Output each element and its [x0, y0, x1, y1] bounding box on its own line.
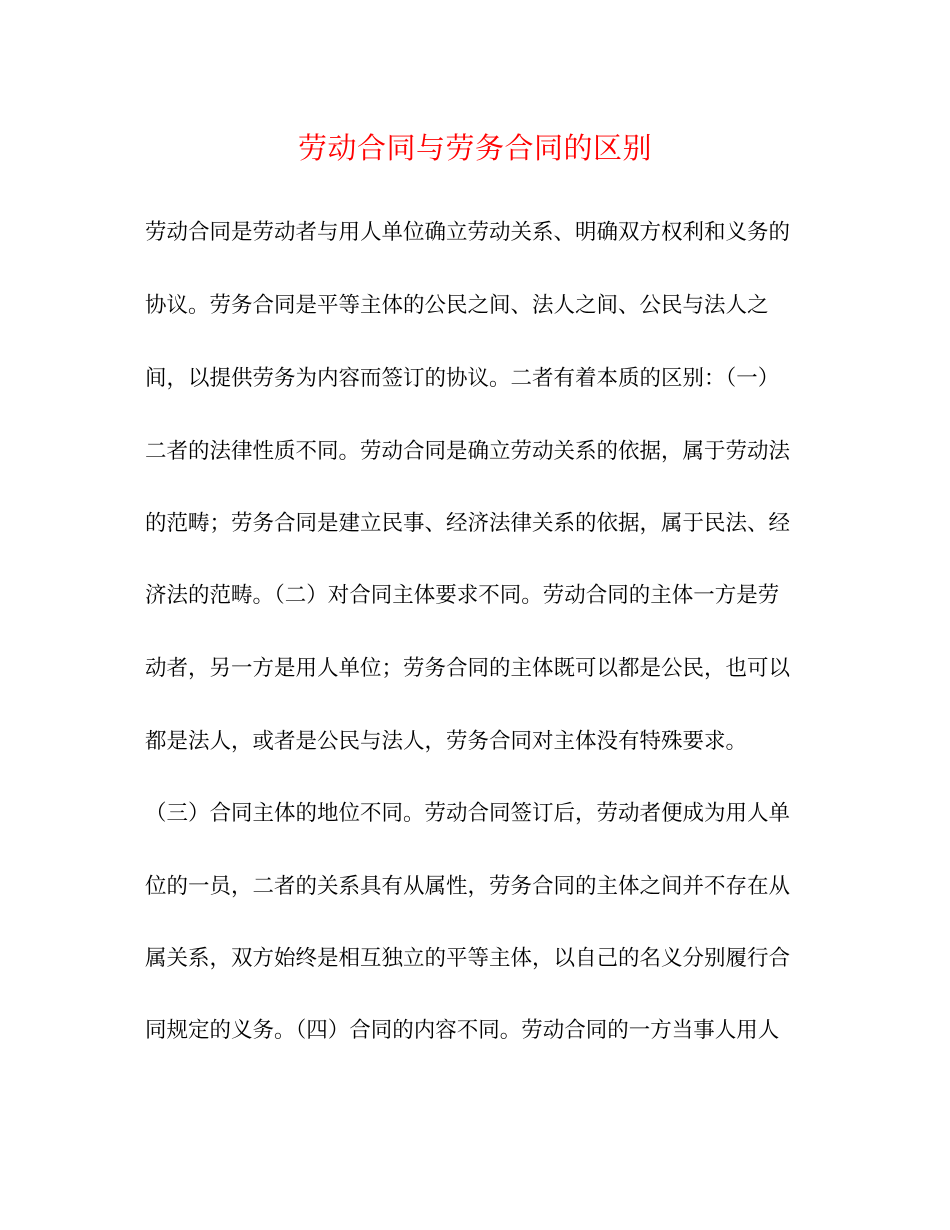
document-title: 劳动合同与劳务合同的区别 [297, 131, 652, 165]
body-line: 二者的法律性质不同。劳动合同是确立劳动关系的依据，属于劳动法 [145, 439, 791, 464]
body-line: 都是法人，或者是公民与法人，劳务合同对主体没有特殊要求。 [145, 729, 748, 754]
body-line: 济法的范畴。（二）对合同主体要求不同。劳动合同的主体一方是劳 [145, 583, 780, 608]
body-line: 同规定的义务。（四）合同的内容不同。劳动合同的一方当事人用人 [145, 1018, 780, 1043]
body-line: 的范畴；劳务合同是建立民事、经济法律关系的依据，属于民法、经 [145, 511, 791, 536]
body-line: 劳动合同是劳动者与用人单位确立劳动关系、明确双方权利和义务的 [145, 220, 791, 245]
body-line: 属关系，双方始终是相互独立的平等主体，以自己的名义分别履行合 [145, 946, 791, 971]
body-line: 间，以提供劳务为内容而签订的协议。二者有着本质的区别：（一） [145, 366, 780, 391]
body-line: 动者，另一方是用人单位；劳务合同的主体既可以都是公民，也可以 [145, 656, 791, 681]
body-line: 协议。劳务合同是平等主体的公民之间、法人之间、公民与法人之 [145, 293, 769, 318]
body-line: 位的一员，二者的关系具有从属性，劳务合同的主体之间并不存在从 [145, 874, 791, 899]
body-line: （三）合同主体的地位不同。劳动合同签订后，劳动者便成为用人单 [145, 801, 791, 826]
